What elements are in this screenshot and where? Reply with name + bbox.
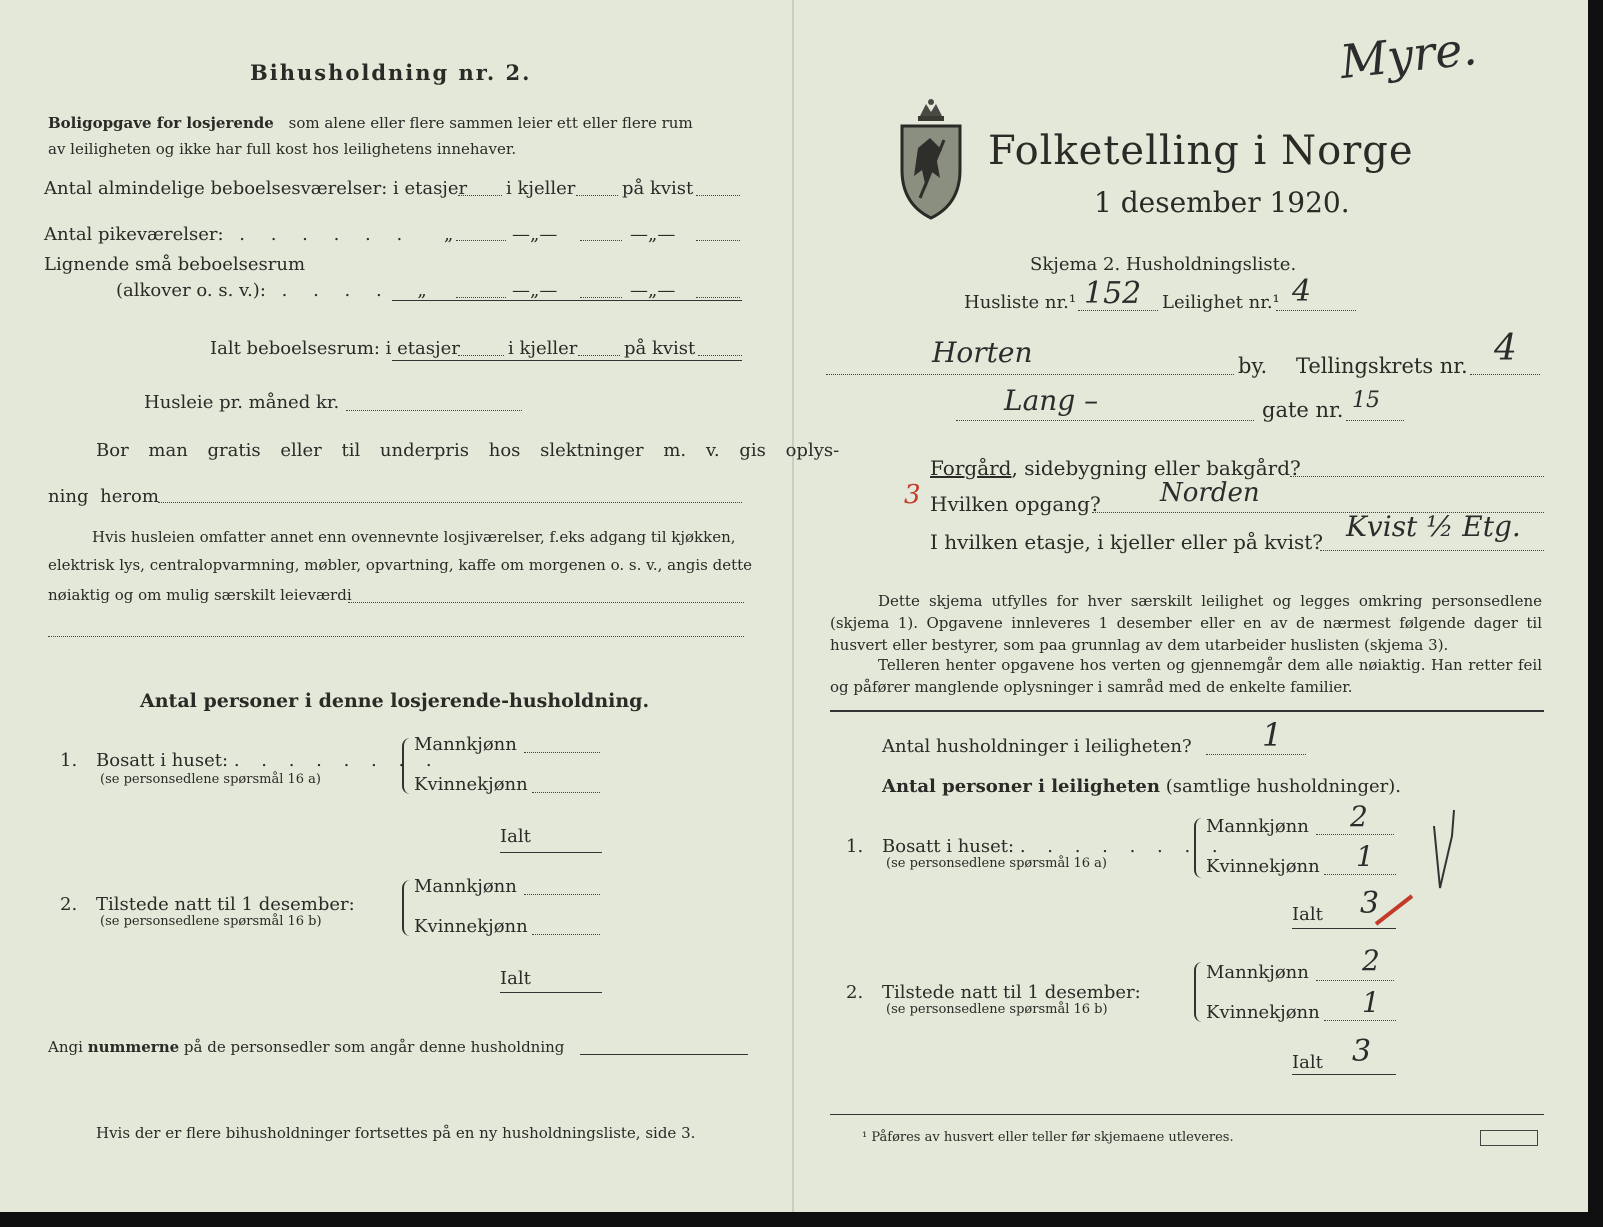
left-q1-ref: (se personsedlene spørsmål 16 a) xyxy=(100,772,321,787)
lign-label2: (alkover o. s. v.): xyxy=(116,280,266,301)
right-q1-ref: (se personsedlene spørsmål 16 a) xyxy=(886,856,1107,871)
pike-label: Antal pikeværelser: xyxy=(44,224,224,245)
etasje-value: Kvist ½ Etg. xyxy=(1346,510,1521,543)
left-q2-label: Tilstede natt til 1 desember: xyxy=(96,894,355,915)
left-q2-num: 2. xyxy=(60,894,78,915)
red-check-icon xyxy=(1372,890,1416,930)
leilighet-label: Leilighet nr.¹ xyxy=(1162,292,1280,313)
hush-value: 1 xyxy=(1262,716,1283,754)
rooms-label: Antal almindelige beboelsesværelser: i etasjer xyxy=(44,178,468,199)
right-q2-mann-value: 2 xyxy=(1362,944,1380,977)
hvis-line2: elektrisk lys, centralopvarmning, møbler, opvartning, kaffe om morgenen o. s. v., angis dette xyxy=(48,556,753,574)
ialt-label: Ialt beboelsesrum: i etasjer xyxy=(210,338,460,359)
rooms-kjeller: i kjeller xyxy=(506,178,576,199)
hush-label: Antal husholdninger i leiligheten? xyxy=(882,736,1192,757)
left-q1-kvinne: Kvinnekjønn xyxy=(414,774,528,795)
left-q1-mann: Mannkjønn xyxy=(414,734,517,755)
instructions-1: Dette skjema utfylles for hver særskilt leilighet og legges omkring personsedlene (skjema 1). Opgavene innleveres 1 desember eller en av de nærmest følgende dager til husvert eller bestyrer, som paa grunnlag av dem utarbeider huslisten (skjema 3). xyxy=(830,592,1542,654)
left-persons-heading: Antal personer i denne losjerende-husholdning. xyxy=(140,690,650,712)
angi-bold: nummerne xyxy=(87,1038,180,1056)
right-q2-kvinne-value: 1 xyxy=(1362,986,1380,1019)
right-q2-ialt-value: 3 xyxy=(1352,1034,1372,1069)
gate-value: Lang – xyxy=(1004,384,1099,417)
gate-label: gate nr. xyxy=(1262,398,1344,422)
right-q1-label: Bosatt i huset: xyxy=(882,836,1015,857)
forgard-option: Forgård xyxy=(930,456,1012,480)
main-title: Folketelling i Norge xyxy=(988,128,1414,174)
husliste-value: 152 xyxy=(1084,276,1142,311)
left-q1-label: Bosatt i huset: xyxy=(96,750,229,771)
left-q2-ref: (se personsedlene spørsmål 16 b) xyxy=(100,914,322,929)
intro-line2: av leiligheten og ikke har full kost hos leilighetens innehaver. xyxy=(48,140,517,158)
persons-rest: (samtlige husholdninger). xyxy=(1165,776,1402,797)
right-q2-ialt: Ialt xyxy=(1292,1052,1323,1073)
opgang-label: Hvilken opgang? xyxy=(930,492,1101,516)
angi-rest: på de personsedler som angår denne husholdning xyxy=(183,1038,565,1056)
right-q1-kvinne-value: 1 xyxy=(1356,840,1374,873)
etasje-label: I hvilken etasje, i kjeller eller på kvist? xyxy=(930,530,1323,554)
gate-nr-value: 15 xyxy=(1352,388,1380,413)
ialt-kjeller: i kjeller xyxy=(508,338,578,359)
check-mark-icon xyxy=(1430,806,1460,896)
hvis-line1: Hvis husleien omfatter annet enn ovennevnte losjiværelser, f.eks adgang til kjøkken, xyxy=(92,528,736,546)
hvis-line3: nøiaktig og om mulig særskilt leieværdi xyxy=(48,586,352,604)
opgang-value: Norden xyxy=(1160,478,1260,508)
right-q1-mann-value: 2 xyxy=(1350,800,1368,833)
footnote: ¹ Påføres av husvert eller teller før skjemaene utleveres. xyxy=(862,1130,1234,1145)
right-q1-ialt-value: 3 xyxy=(1360,886,1380,921)
leilighet-value: 4 xyxy=(1292,274,1312,309)
krets-value: 4 xyxy=(1494,328,1517,369)
left-footer: Hvis der er flere bihusholdninger fortsettes på en ny husholdningsliste, side 3. xyxy=(96,1124,696,1142)
right-q1-num: 1. xyxy=(846,836,864,857)
gratis-line1: Bor man gratis eller til underpris hos slektninger m. v. gis oplys- xyxy=(96,440,840,461)
right-q2-kvinne: Kvinnekjønn xyxy=(1206,1002,1320,1023)
coat-of-arms-icon xyxy=(896,96,966,222)
ialt-kvist: på kvist xyxy=(624,338,696,359)
right-q1-ialt: Ialt xyxy=(1292,904,1323,925)
left-q2-kvinne: Kvinnekjønn xyxy=(414,916,528,937)
right-q2-label: Tilstede natt til 1 desember: xyxy=(882,982,1141,1003)
lign-label1: Lignende små beboelsesrum xyxy=(44,254,306,275)
by-label: by. xyxy=(1238,354,1268,378)
intro-text: som alene eller flere sammen leier ett eller flere rum xyxy=(288,114,693,132)
opgang-mark: 3 xyxy=(904,480,921,510)
left-q1-ialt: Ialt xyxy=(500,826,531,847)
left-q1-num: 1. xyxy=(60,750,78,771)
left-title: Bihusholdning nr. 2. xyxy=(250,60,532,85)
printer-stamp xyxy=(1480,1130,1538,1146)
right-q1-kvinne: Kvinnekjønn xyxy=(1206,856,1320,877)
angi-pre: Angi xyxy=(48,1038,83,1056)
husleie-label: Husleie pr. måned kr. xyxy=(144,392,340,413)
corner-note: Myre. xyxy=(1337,20,1480,90)
right-q1-mann: Mannkjønn xyxy=(1206,816,1309,837)
left-q2-ialt: Ialt xyxy=(500,968,531,989)
page-fold xyxy=(792,0,794,1212)
right-q2-mann: Mannkjønn xyxy=(1206,962,1309,983)
husliste-label: Husliste nr.¹ xyxy=(964,292,1077,313)
census-date: 1 desember 1920. xyxy=(1094,186,1350,219)
right-q2-num: 2. xyxy=(846,982,864,1003)
skjema-label: Skjema 2. Husholdningsliste. xyxy=(1030,254,1297,275)
instructions-2: Telleren henter opgavene hos verten og gjennemgår dem alle nøiaktig. Han retter feil og påfører manglende oplysninger i samråd med de enkelte familier. xyxy=(830,656,1542,696)
intro-bold: Boligopgave for losjerende xyxy=(48,114,274,132)
gratis-line2: ning herom xyxy=(48,486,159,507)
forgard-rest: , sidebygning eller bakgård? xyxy=(1011,456,1301,480)
left-q2-mann: Mannkjønn xyxy=(414,876,517,897)
krets-label: Tellingskrets nr. xyxy=(1296,354,1468,378)
by-value: Horten xyxy=(932,336,1033,369)
persons-bold: Antal personer i leiligheten xyxy=(882,776,1160,797)
right-q2-ref: (se personsedlene spørsmål 16 b) xyxy=(886,1002,1108,1017)
rooms-kvist: på kvist xyxy=(622,178,694,199)
census-sheet: Bihusholdning nr. 2. Boligopgave for losjerende som alene eller flere sammen leier ett eller flere rum av leiligheten og ikke har full kost hos leilighetens innehaver. Antal almindelige beboelsesværelser: i etasjer i kjeller på kvist Antal pikeværelser: . . . . . . „ —„— —„— Lignende små beboelsesrum (alkover o. s. v.): . . . . „ —„— —„— Ialt beboelsesrum: i etasjer i kjeller på kvist Husleie pr. måned kr. Bor man gratis eller til underpris hos slektninger m. v. gis oplys- ning herom Hvis husleien omfatter annet enn ovennevnte losjiværelser, f.eks adgang til kjøkken, elektrisk lys, centralopvarmning, møbler, opvartning, kaffe om morgenen o. s. v., angis dette nøiaktig og om mulig særskilt leieværdi Antal personer i denne losjerende-husholdning. 1. Bosatt i huset: . . . . . . . . (se personsedlene spørsmål 16 a) Mannkjønn Kvinnekjønn Ialt 2. Tilstede natt til 1 desember: (se personsedlene spørsmål 16 b) Mannkjønn Kvinnekjønn Ialt Angi nummerne på de personsedler som angår denne husholdning Hvis der er flere bihusholdninger fortsettes på en ny husholdningsliste, side 3. Myre. Folketelling i Norge 1 desember 1920. Skjema 2. Husholdningsliste. Husliste nr.¹ 152 Leilighet nr.¹ 4 Horten by. Tellingskrets nr. 4 Lang – gate nr. 15 Forgård, sidebygning eller bakgård? 3 Hvilken opgang? Norden I hvilken etasje, i kjeller eller på kvist? Kvist ½ Etg. Dette skjema utfylles for hver særskilt leilighet og legges omkring personsedlene (skjema 1). Opgavene innleveres 1 desember eller en av de nærmest følgende dager til husvert eller bestyrer, som paa grunnlag av dem utarbeider huslisten (skjema 3). Telleren henter opgavene hos verten og gjennemgår dem alle nøiaktig. Han retter feil og påfører manglende oplysninger i samråd med de enkelte familier. Antal husholdninger i leiligheten? 1 Antal personer i leiligheten (samtlige husholdninger). 1. Bosatt i huset: . . . . . . . . (se personsedlene spørsmål 16 a) Mannkjønn 2 Kvinnekjønn 1 Ialt 3 2. Tilstede natt til 1 desember: (se personsedlene spørsmål 16 b) Mannkjønn 2 Kvinnekjønn 1 Ialt 3 ¹ Påføres av husvert eller teller før skjemaene utleveres. xyxy=(0,0,1588,1212)
